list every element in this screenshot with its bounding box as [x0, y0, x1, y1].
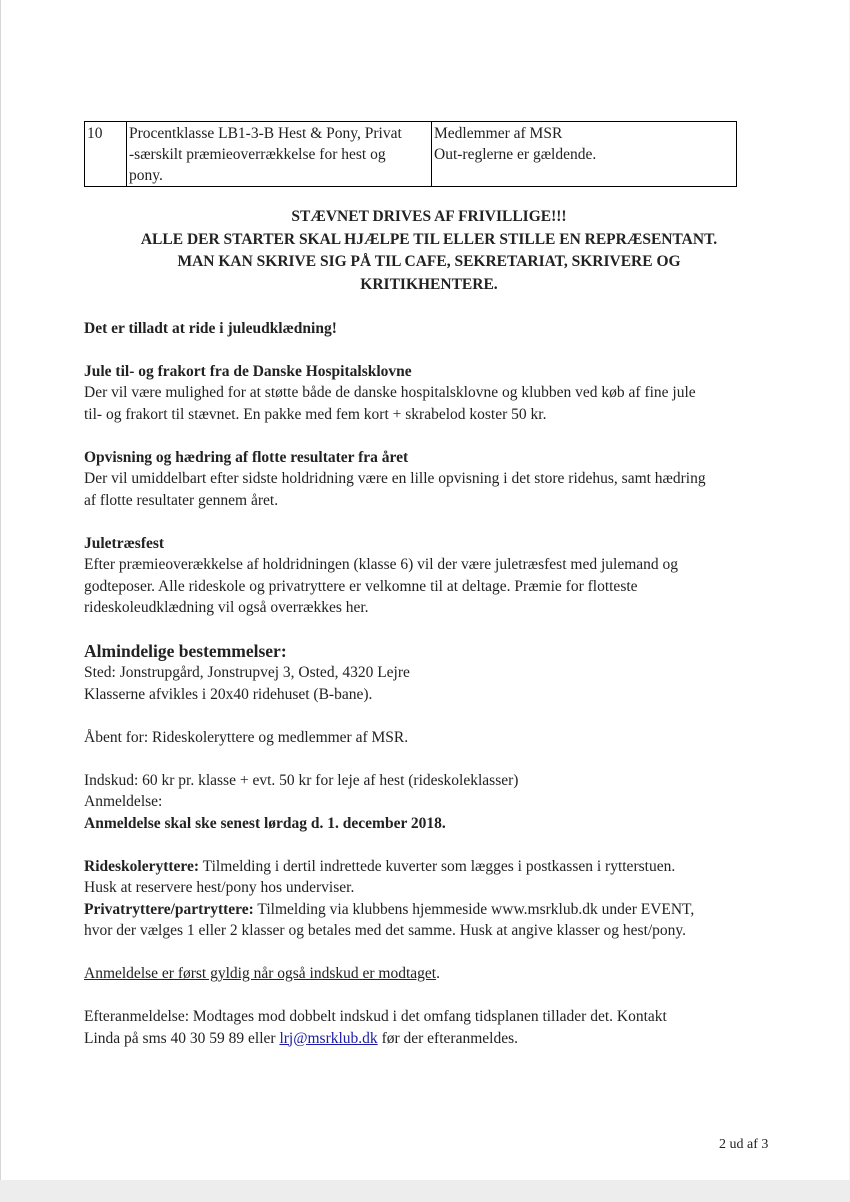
cards-heading: Jule til- og frakort fra de Danske Hospitalsklovne: [84, 362, 412, 380]
private-text-line2: hvor der vælges 1 eller 2 klasser og betales med det samme. Husk at angive klasser og hest/pony.: [84, 922, 687, 939]
party-text: Efter præmieoverækkelse af holdridningen (klasse 6) vil der være juletræsfest med julemand og: [84, 556, 679, 573]
notice-line: STÆVNET DRIVES AF FRIVILLIGE!!!: [291, 208, 567, 225]
cards-section: [84, 361, 774, 426]
class-description-line: -særskilt præmieoverrækkelse for hest og: [129, 146, 386, 163]
costume-note: Det er tilladt at ride i juleudklædning!: [84, 319, 337, 337]
general-heading: Almindelige bestemmelser:: [84, 641, 287, 661]
general-deadline: Anmeldelse skal ske senest lørdag d. 1. december 2018.: [84, 814, 446, 832]
general-entry-label: Anmeldelse:: [84, 793, 163, 810]
late-entry-text: Efteranmeldelse: Modtages mod dobbelt indskud i det omfang tidsplanen tillader det. Kontakt: [84, 1008, 667, 1025]
class-note-line: Out-reglerne er gældende.: [434, 146, 597, 163]
show-section: [84, 447, 774, 512]
validity-note: [84, 963, 774, 985]
validity-period: .: [436, 965, 440, 982]
school-text: Tilmelding i dertil indrettede kuverter som lægges i postkassen i rytterstuen.: [199, 857, 676, 875]
email-link[interactable]: lrj@msrklub.dk: [279, 1029, 378, 1047]
private-text: Tilmelding via klubbens hjemmeside www.msrklub.dk under EVENT,: [253, 900, 695, 918]
cards-text: Der vil være mulighed for at støtte både de danske hospitalsklovne og klubben ved køb af fine jule: [84, 384, 696, 401]
general-arena: Klasserne afvikles i 20x40 ridehuset (B-bane).: [84, 685, 373, 703]
notice-line: ALLE DER STARTER SKAL HJÆLPE TIL ELLER STILLE EN REPRÆSENTANT.: [140, 230, 718, 248]
notice-line: KRITIKHENTERE.: [360, 275, 498, 293]
page-number: 2 ud af 3: [719, 1137, 769, 1152]
party-heading: Juletræsfest: [84, 534, 165, 552]
general-place: Sted: Jonstrupgård, Jonstrupvej 3, Osted, 4320 Lejre: [84, 664, 410, 681]
show-text: af flotte resultater gennem året.: [84, 491, 279, 509]
class-description-line: Procentklasse LB1-3-B Hest & Pony, Privat: [129, 125, 402, 142]
late-entry-contact: Linda på sms 40 30 59 89 eller: [84, 1029, 280, 1047]
class-table: [84, 121, 737, 187]
cards-text: til- og frakort til stævnet. En pakke med fem kort + skrabelod koster 50 kr.: [84, 405, 547, 423]
notice-line: MAN KAN SKRIVE SIG PÅ TIL CAFE, SEKRETARIAT, SKRIVERE OG: [177, 253, 681, 270]
general-open-for: Åbent for: Rideskoleryttere og medlemmer af MSR.: [84, 728, 409, 746]
show-heading: Opvisning og hædring af flotte resultater fra året: [84, 448, 409, 466]
school-label: Rideskoleryttere:: [84, 857, 200, 875]
table-row: [85, 122, 737, 187]
page-gap: [0, 1180, 850, 1202]
private-registration: [84, 899, 774, 921]
private-label: Privatryttere/partryttere:: [84, 900, 254, 918]
party-section: [84, 533, 774, 619]
registration-section: [84, 856, 774, 942]
school-registration: [84, 856, 774, 878]
class-note-line: Medlemmer af MSR: [434, 125, 563, 142]
late-entry-line2: [84, 1028, 774, 1050]
general-section: [84, 640, 774, 834]
class-description-line: pony.: [129, 167, 163, 184]
volunteer-notice: [84, 206, 774, 296]
late-entry-end: før der efteranmeldes.: [377, 1029, 518, 1047]
document-body: [84, 206, 774, 1049]
late-entry-section: [84, 1006, 774, 1049]
party-text: rideskoleudklædning vil også overrækkes her.: [84, 599, 369, 616]
class-note: [432, 122, 737, 187]
party-text: godteposer. Alle rideskole og privatryttere er velkomne til at deltage. Præmie for flotteste: [84, 577, 638, 595]
validity-text: Anmeldelse er først gyldig når også indskud er modtaget: [84, 965, 437, 982]
school-text-line2: Husk at reservere hest/pony hos underviser.: [84, 879, 355, 896]
show-text: Der vil umiddelbart efter sidste holdridning være en lille opvisning i det store ridehus, samt hædring: [84, 470, 706, 487]
class-description: [127, 122, 432, 187]
general-fee: Indskud: 60 kr pr. klasse + evt. 50 kr for leje af hest (rideskoleklasser): [84, 771, 519, 789]
class-number: 10: [85, 122, 127, 187]
